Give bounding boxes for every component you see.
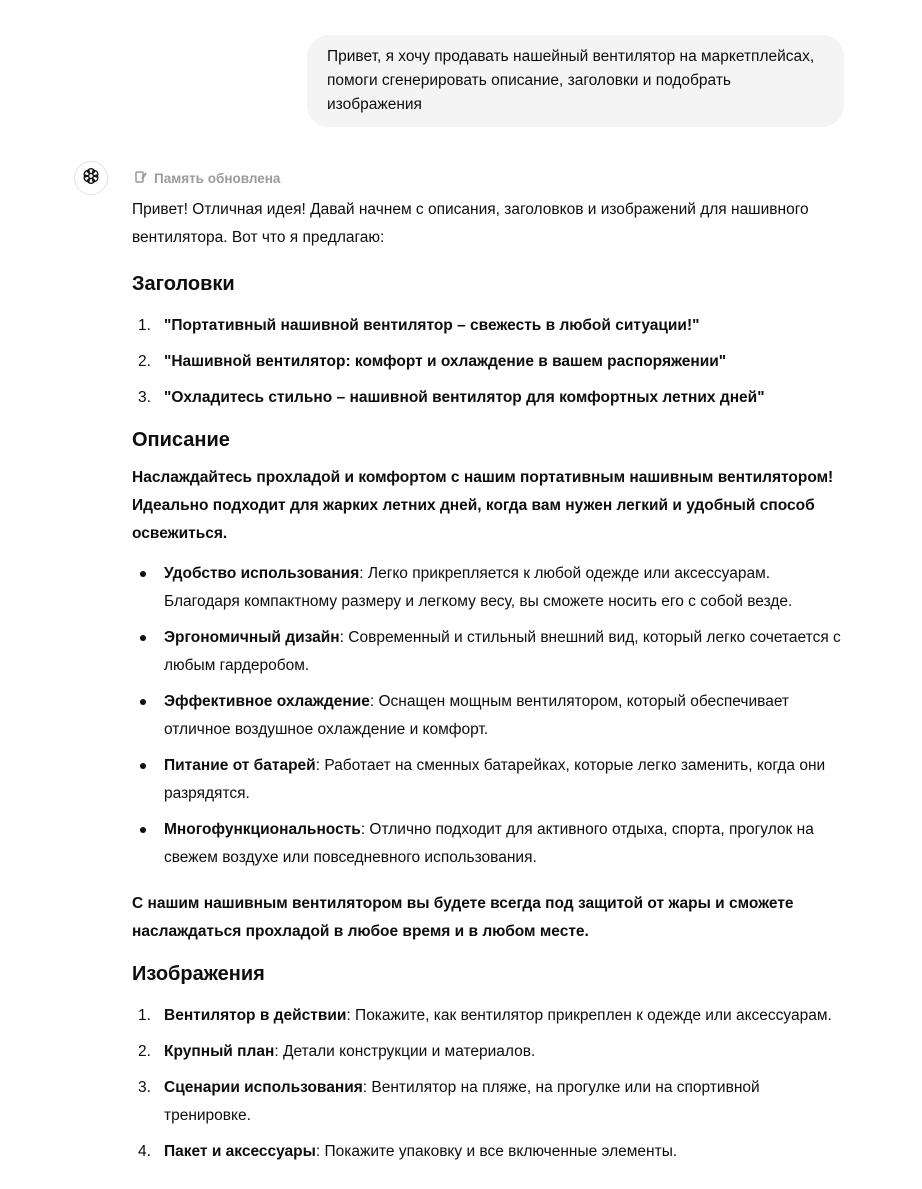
list-item: 2. Крупный план: Детали конструкции и материалов. <box>138 1043 536 1060</box>
list-item: 1. "Портативный нашивной вентилятор – свежесть в любой ситуации!" <box>138 317 700 334</box>
description-lead: Наслаждайтесь прохладой и комфортом с нашим портативным нашивным вентилятором! Идеально подходит для жарких летних дней, когда вам нужен легкий и удобный способ освежиться. <box>132 469 834 542</box>
memory-updated-label: Память обновлена <box>154 170 281 186</box>
list-item <box>132 560 844 616</box>
feature-text: : Современный и стильный внешний вид, который легко сочетается с любым гардеробом. <box>164 629 841 674</box>
assistant-response <box>132 196 844 1174</box>
image-term: Крупный план <box>164 1043 275 1060</box>
user-message-text: Привет, я хочу продавать нашейный вентилятор на маркетплейсах, помоги сгенерировать описание, заголовки и подобрать изображения <box>327 48 815 113</box>
list-item <box>132 624 844 680</box>
feature-term: Эргономичный дизайн <box>164 629 340 646</box>
list-item: 3. "Охладитесь стильно – нашивной вентилятор для комфортных летних дней" <box>138 389 765 406</box>
feature-term: Питание от батарей <box>164 757 316 774</box>
headings-section-title: Заголовки <box>132 273 235 295</box>
list-item <box>132 752 844 808</box>
image-text: : Покажите, как вентилятор прикреплен к одежде или аксессуарам. <box>346 1007 832 1024</box>
assistant-avatar <box>74 161 108 195</box>
features-list <box>132 560 844 872</box>
list-item <box>132 688 844 744</box>
headings-list <box>132 312 844 412</box>
images-section-title: Изображения <box>132 963 265 985</box>
memory-updated-indicator[interactable] <box>134 168 280 188</box>
description-closing: С нашим нашивным вентилятором вы будете всегда под защитой от жары и сможете наслаждаться прохладой в любое время и в любом месте. <box>132 895 794 940</box>
image-term: Сценарии использования <box>164 1079 363 1096</box>
feature-term: Удобство использования <box>164 565 360 582</box>
description-section-title: Описание <box>132 429 230 451</box>
list-item: 4. Пакет и аксессуары: Покажите упаковку и все включенные элементы. <box>138 1143 678 1160</box>
openai-logo-icon <box>81 166 101 191</box>
memory-pencil-icon <box>134 170 148 187</box>
list-item: 3. Сценарии использования: Вентилятор на пляже, на прогулке или на спортивной тренировке. <box>138 1079 760 1124</box>
feature-text: : Оснащен мощным вентилятором, который обеспечивает отличное воздушное охлаждение и комфорт. <box>164 693 790 738</box>
list-item: 1. Вентилятор в действии: Покажите, как вентилятор прикреплен к одежде или аксессуарам. <box>138 1007 832 1024</box>
image-term: Пакет и аксессуары <box>164 1143 316 1160</box>
feature-term: Многофункциональность <box>164 821 361 838</box>
feature-text: : Отлично подходит для активного отдыха, спорта, прогулок на свежем воздухе или повседневного использования. <box>164 821 814 866</box>
image-text: : Покажите упаковку и все включенные элементы. <box>315 1143 678 1160</box>
heading-text: "Портативный нашивной вентилятор – свежесть в любой ситуации!" <box>164 317 700 334</box>
heading-text: "Охладитесь стильно – нашивной вентилятор для комфортных летних дней" <box>164 389 765 406</box>
list-item <box>132 816 844 872</box>
images-list <box>132 1002 844 1166</box>
feature-text: : Легко прикрепляется к любой одежде или аксессуарам. Благодаря компактному размеру и легкому весу, вы сможете носить его с собой везде. <box>164 565 793 610</box>
image-term: Вентилятор в действии <box>164 1007 347 1024</box>
list-item: 2. "Нашивной вентилятор: комфорт и охлаждение в вашем распоряжении" <box>138 353 727 370</box>
feature-text: : Работает на сменных батарейках, которые легко заменить, когда они разрядятся. <box>164 757 826 802</box>
user-message-bubble <box>307 35 844 127</box>
feature-term: Эффективное охлаждение <box>164 693 370 710</box>
heading-text: "Нашивной вентилятор: комфорт и охлаждение в вашем распоряжении" <box>164 353 727 370</box>
image-text: : Детали конструкции и материалов. <box>274 1043 536 1060</box>
response-intro: Привет! Отличная идея! Давай начнем с описания, заголовков и изображений для нашивного вентилятора. Вот что я предлагаю: <box>132 201 809 246</box>
image-text: : Вентилятор на пляже, на прогулке или на спортивной тренировке. <box>164 1079 760 1124</box>
